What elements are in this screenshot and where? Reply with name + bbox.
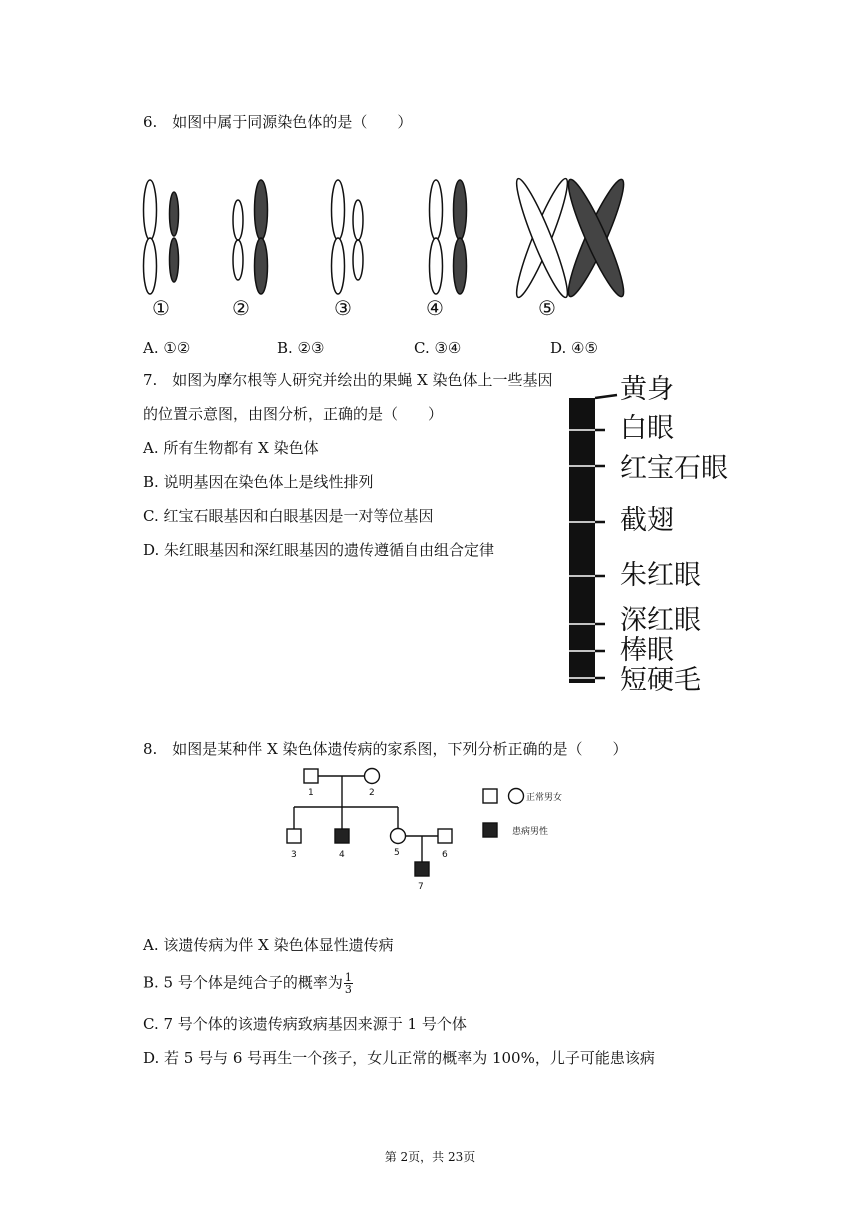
legend-affected-label: 患病男性 [512, 827, 549, 837]
individual-1 [304, 769, 318, 783]
individual-7 [415, 862, 429, 876]
chromosome-label-5: ⑤ [538, 296, 556, 320]
individual-label-4: 4 [339, 850, 345, 860]
chromosome-label-2: ② [232, 296, 250, 320]
q6-stem: 6. 如图中属于同源染色体的是（ ） [143, 113, 413, 131]
gene-label-cut-wing: 截翅 [620, 505, 674, 536]
q7-option-c: C. 红宝石眼基因和白眼基因是一对等位基因 [143, 507, 434, 525]
gene-label-white-eye: 白眼 [620, 413, 674, 444]
individual-5 [391, 829, 406, 844]
q7-option-d: D. 朱红眼基因和深红眼基因的遗传遵循自由组合定律 [143, 541, 495, 559]
legend-normal-male [483, 789, 497, 803]
individual-4 [335, 829, 349, 843]
individual-label-3: 3 [291, 850, 297, 860]
individual-label-7: 7 [418, 882, 424, 892]
q8-option-c: C. 7 号个体的该遗传病致病基因来源于 1 号个体 [143, 1015, 467, 1033]
legend-affected-male [483, 823, 497, 837]
chromosome-pair-4 [430, 180, 467, 294]
q6-option-a: A. ①② [143, 339, 191, 357]
gene-label-carmine-eye: 深红眼 [620, 605, 701, 636]
individual-label-1: 1 [308, 788, 314, 798]
individual-label-2: 2 [369, 788, 375, 798]
q7-option-a: A. 所有生物都有 X 染色体 [143, 439, 319, 457]
chromosome-label-1: ① [152, 296, 170, 320]
gene-label-vermilion-eye: 朱红眼 [620, 560, 701, 591]
chromosome-pair-1 [144, 180, 179, 294]
individual-label-5: 5 [394, 848, 400, 858]
legend-normal-female [509, 789, 524, 804]
x-chromosome-gene-map [565, 390, 615, 690]
pedigree-chart [280, 765, 640, 895]
chromosome-label-3: ③ [334, 296, 352, 320]
chromosome-pair-3 [332, 180, 364, 294]
q8-option-d: D. 若 5 号与 6 号再生一个孩子，女儿正常的概率为 100%，儿子可能患该病 [143, 1049, 655, 1067]
q8-option-b-text: B. 5 号个体是纯合子的概率为 [143, 973, 343, 992]
gene-label-bar-eye: 棒眼 [620, 635, 674, 666]
q6-option-d: D. ④⑤ [550, 339, 598, 357]
individual-6 [438, 829, 452, 843]
individual-label-6: 6 [442, 850, 448, 860]
q7-option-b: B. 说明基因在染色体上是线性排列 [143, 473, 374, 491]
gene-label-yellow-body: 黄身 [620, 374, 674, 405]
individual-2 [365, 769, 380, 784]
legend-normal-label: 正常男女 [526, 793, 563, 803]
gene-label-short-bristle: 短硬毛 [620, 665, 701, 696]
q8-stem: 8. 如图是某种伴 X 染色体遗传病的家系图，下列分析正确的是（ ） [143, 740, 628, 758]
q8-option-a: A. 该遗传病为伴 X 染色体显性遗传病 [143, 936, 394, 954]
q8-option-b [143, 972, 353, 995]
page-footer: 第 2页，共 23页 [384, 1150, 476, 1164]
q7-stem-line1: 7. 如图为摩尔根等人研究并绘出的果蝇 X 染色体上一些基因 [143, 371, 553, 389]
chromosome-pair-2 [233, 180, 268, 294]
chromosome-label-4: ④ [426, 296, 444, 320]
individual-3 [287, 829, 301, 843]
fraction-one-third: $\frac{1}{3}$ [344, 971, 352, 996]
q6-option-b: B. ②③ [277, 339, 325, 357]
q6-option-c: C. ③④ [414, 339, 462, 357]
q7-stem-line2: 的位置示意图，由图分析，正确的是（ ） [143, 405, 444, 423]
gene-label-ruby-eye: 红宝石眼 [620, 453, 728, 484]
chromosome-pair-5 [510, 175, 631, 300]
